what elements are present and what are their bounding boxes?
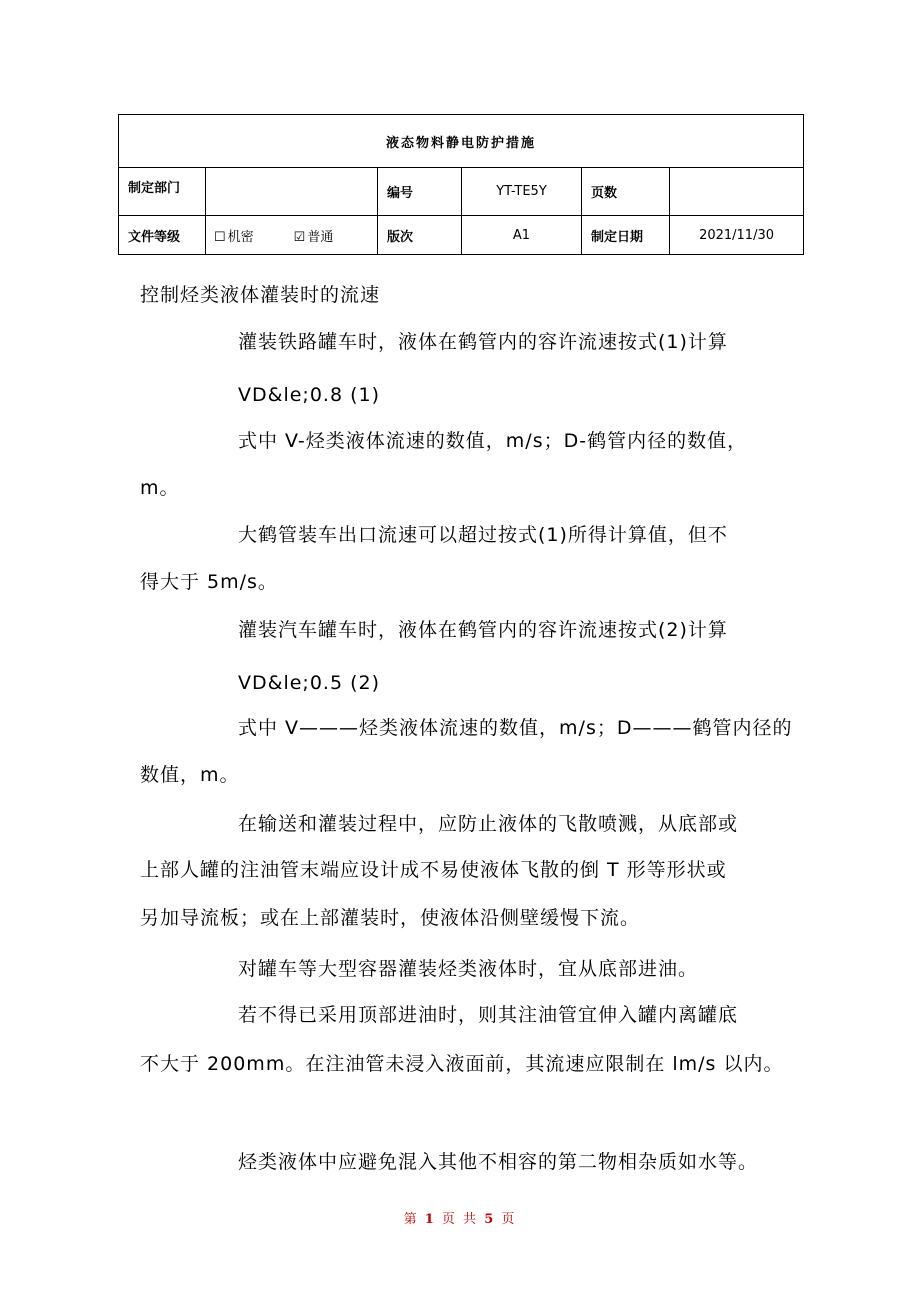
normal-option-label: 普通: [307, 229, 334, 245]
pages-value: [670, 168, 804, 216]
body-line: 大鹤管装车出口流速可以超过按式(1)所得计算值，但不: [238, 524, 728, 546]
body-line: m。: [140, 477, 180, 499]
body-line: 式中 V-烃类液体流速的数值，m/s；D-鹤管内径的数值，: [238, 430, 748, 452]
document-header-table: [118, 114, 804, 255]
code-label: 编号: [378, 168, 462, 216]
body-line: 在输送和灌装过程中，应防止液体的飞散喷溅，从底部或: [238, 813, 739, 835]
code-value: YT-TE5Y: [462, 168, 582, 216]
level-options: [206, 216, 378, 255]
body-line: 对罐车等大型容器灌装烃类液体时，宜从底部进油。: [238, 958, 699, 980]
normal-checkbox-checked-icon: ☑: [293, 229, 306, 245]
dept-label: 制定部门: [119, 168, 206, 216]
pages-label: 页数: [582, 168, 670, 216]
confidential-checkbox-icon: ☐: [214, 229, 226, 245]
body-line: 控制烃类液体灌装时的流速: [140, 284, 381, 306]
body-line: 式中 V———烃类液体流速的数值，m/s；D———鹤管内径的: [238, 717, 793, 739]
body-line: 得大于 5m/s。: [140, 571, 278, 593]
body-line: VD&le;0.5 (2): [238, 672, 380, 694]
body-line: 数值，m。: [140, 764, 240, 786]
date-label: 制定日期: [582, 216, 670, 255]
body-line: 烃类液体中应避免混入其他不相容的第二物相杂质如水等。: [238, 1151, 759, 1173]
body-line: 上部人罐的注油管末端应设计成不易使液体飞散的倒 T 形等形状或: [140, 859, 727, 881]
footer-suffix: 页: [501, 1212, 517, 1227]
version-value: A1: [462, 216, 582, 255]
body-line: 不大于 200mm。在注油管未浸入液面前，其流速应限制在 lm/s 以内。: [140, 1053, 784, 1075]
version-label: 版次: [378, 216, 462, 255]
footer-prefix: 第: [403, 1212, 419, 1227]
document-title: 液态物料静电防护措施: [119, 115, 804, 168]
dept-value: [206, 168, 378, 216]
total-pages-number: 5: [484, 1212, 496, 1227]
footer-middle: 页 共: [441, 1212, 479, 1227]
body-line: 若不得已采用顶部进油时，则其注油管宜伸入罐内离罐底: [238, 1004, 739, 1026]
current-page-number: 1: [424, 1212, 436, 1227]
body-line: VD&le;0.8 (1): [238, 384, 380, 406]
page-footer: [0, 1208, 920, 1227]
level-label: 文件等级: [119, 216, 206, 255]
body-line: 另加导流板；或在上部灌装时，使液体沿侧壁缓慢下流。: [140, 907, 641, 929]
body-line: 灌装汽车罐车时，液体在鹤管内的容许流速按式(2)计算: [238, 619, 728, 641]
confidential-option-label: 机密: [227, 229, 254, 245]
body-line: 灌装铁路罐车时，液体在鹤管内的容许流速按式(1)计算: [238, 331, 728, 353]
date-value: 2021/11/30: [670, 216, 804, 255]
